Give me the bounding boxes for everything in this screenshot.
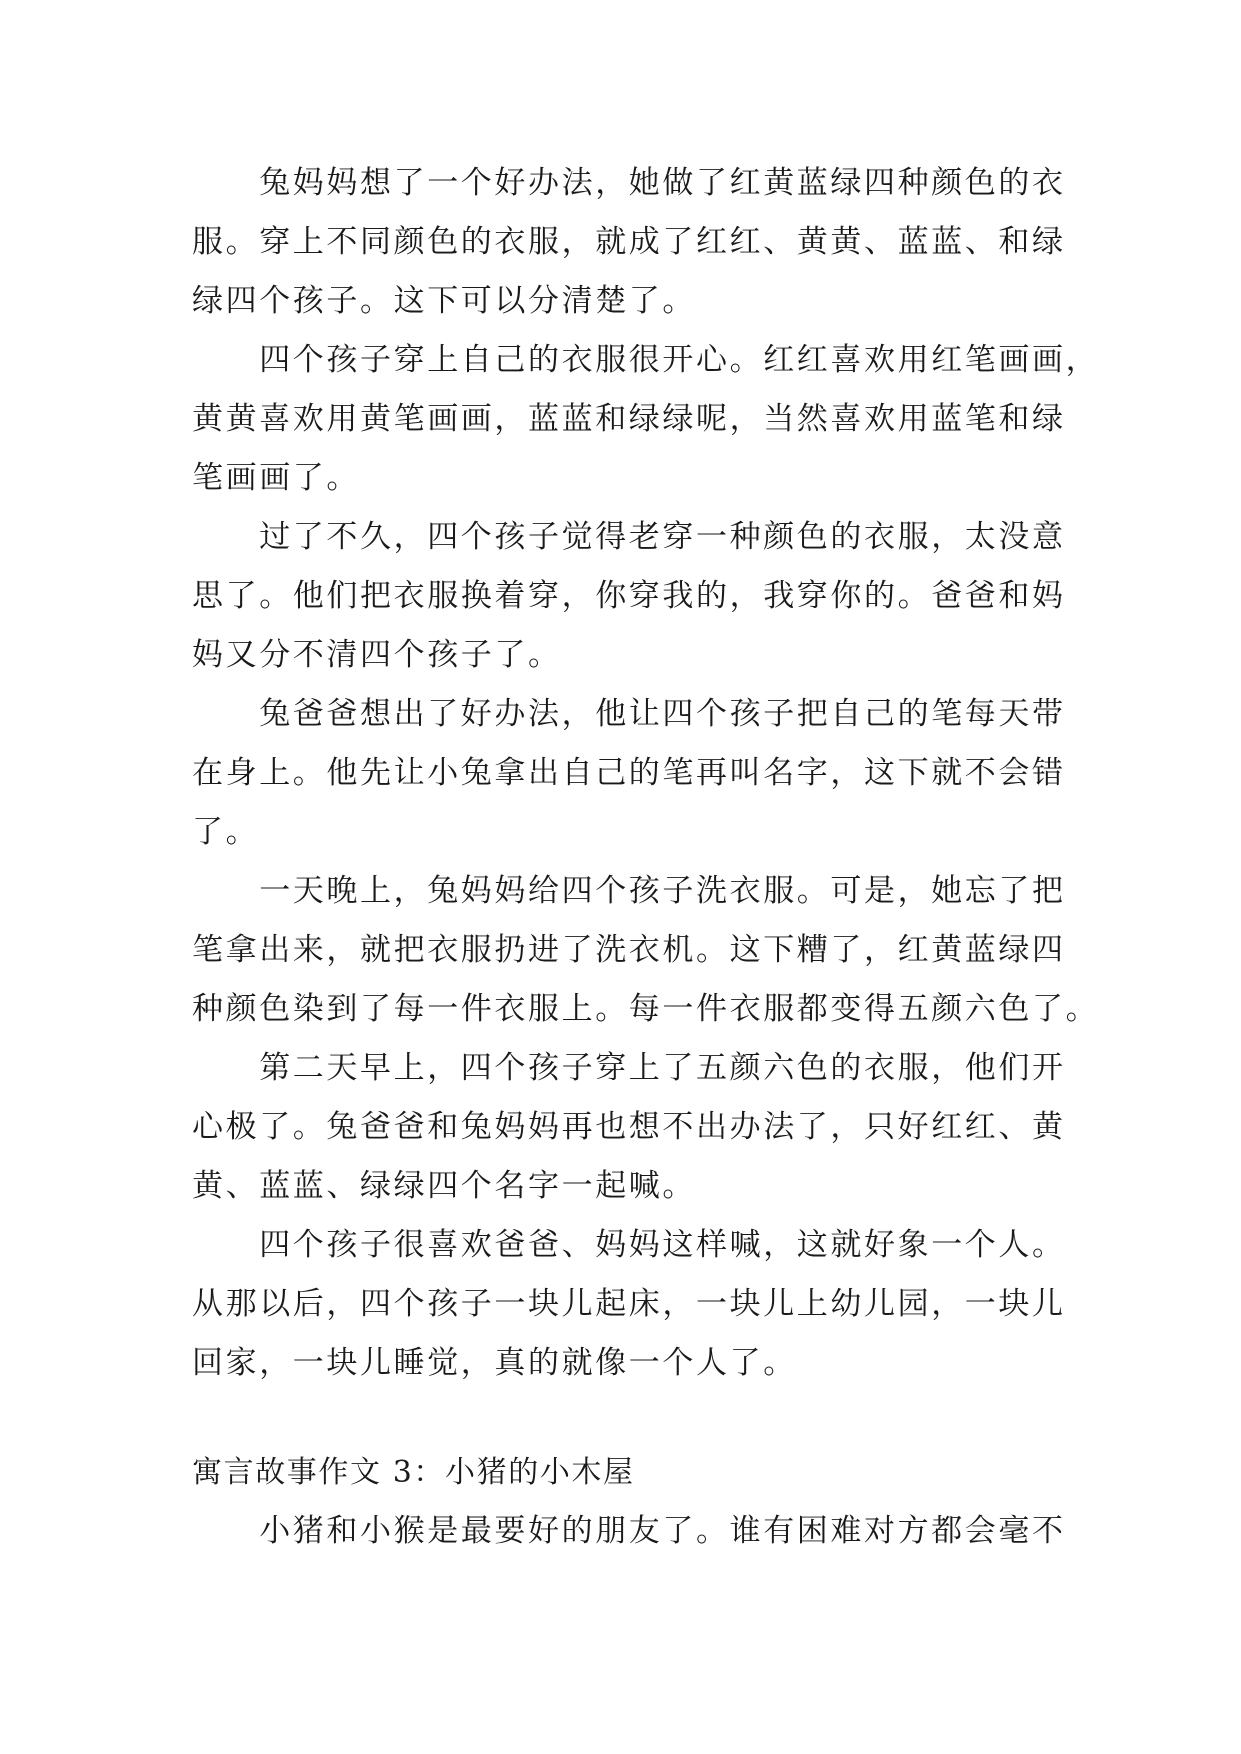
text-line: 兔爸爸想出了好办法，他让四个孩子把自己的笔每天带 — [192, 696, 1066, 732]
text-line: 小猪和小猴是最要好的朋友了。谁有困难对方都会毫不 — [192, 1513, 1066, 1549]
paragraph — [192, 1039, 1066, 1216]
paragraph — [192, 331, 1100, 508]
text-line: 了。 — [192, 814, 260, 850]
text-line: 服。穿上不同颜色的衣服，就成了红红、黄黄、蓝蓝、和绿 — [192, 224, 1066, 260]
text-line: 过了不久，四个孩子觉得老穿一种颜色的衣服，太没意 — [192, 519, 1066, 555]
text-line: 四个孩子很喜欢爸爸、妈妈这样喊，这就好象一个人。 — [192, 1227, 1066, 1263]
text-line: 黄黄喜欢用黄笔画画，蓝蓝和绿绿呢，当然喜欢用蓝笔和绿 — [192, 401, 1066, 437]
text-line: 种颜色染到了每一件衣服上。每一件衣服都变得五颜六色了。 — [192, 991, 1100, 1027]
section-spacer — [192, 1393, 1052, 1443]
text-line: 黄、蓝蓝、绿绿四个名字一起喊。 — [192, 1168, 696, 1204]
text-line: 四个孩子穿上自己的衣服很开心。红红喜欢用红笔画画， — [192, 342, 1100, 378]
paragraph — [192, 508, 1066, 685]
section-title: 寓言故事作文 3：小猪的小木屋 — [192, 1455, 635, 1490]
text-line: 绿四个孩子。这下可以分清楚了。 — [192, 283, 696, 319]
paragraph — [192, 862, 1100, 1039]
text-line: 思了。他们把衣服换着穿，你穿我的，我穿你的。爸爸和妈 — [192, 578, 1066, 614]
paragraph — [192, 154, 1066, 331]
text-line: 从那以后，四个孩子一块儿起床，一块儿上幼儿园，一块儿 — [192, 1286, 1066, 1322]
text-line: 第二天早上，四个孩子穿上了五颜六色的衣服，他们开 — [192, 1050, 1066, 1086]
text-line: 笔拿出来，就把衣服扔进了洗衣机。这下糟了，红黄蓝绿四 — [192, 932, 1066, 968]
document-body — [192, 154, 1100, 1561]
text-line: 一天晚上，兔妈妈给四个孩子洗衣服。可是，她忘了把 — [192, 873, 1066, 909]
text-line: 心极了。兔爸爸和兔妈妈再也想不出办法了，只好红红、黄 — [192, 1109, 1066, 1145]
text-line: 兔妈妈想了一个好办法，她做了红黄蓝绿四种颜色的衣 — [192, 165, 1066, 201]
paragraph — [192, 685, 1066, 862]
text-line: 回家，一块儿睡觉，真的就像一个人了。 — [192, 1345, 797, 1381]
text-line: 妈又分不清四个孩子了。 — [192, 637, 562, 673]
text-line: 笔画画了。 — [192, 460, 360, 496]
text-line: 在身上。他先让小兔拿出自己的笔再叫名字，这下就不会错 — [192, 755, 1066, 791]
paragraph — [192, 1216, 1066, 1393]
